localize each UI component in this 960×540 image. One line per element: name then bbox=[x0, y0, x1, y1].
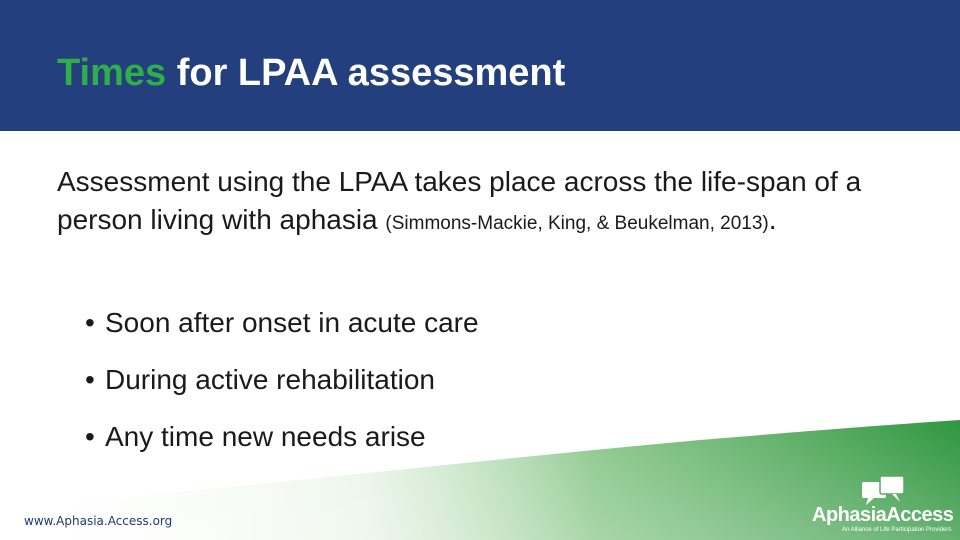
title-accent-word: Times bbox=[57, 52, 167, 94]
aphasia-access-logo bbox=[812, 474, 954, 534]
bullet-text: Any time new needs arise bbox=[105, 421, 426, 452]
logo-tagline: An Alliance of Life Participation Providers bbox=[842, 527, 952, 533]
bullet-item bbox=[85, 304, 479, 342]
intro-citation: (Simmons-Mackie, King, & Beukelman, 2013) bbox=[385, 213, 769, 234]
bullet-text: During active rehabilitation bbox=[105, 364, 435, 395]
title-bar bbox=[0, 0, 960, 131]
slide-title bbox=[57, 52, 565, 95]
intro-paragraph bbox=[57, 163, 887, 243]
logo-wordmark: AphasiaAccess bbox=[812, 504, 954, 526]
bullet-text: Soon after onset in acute care bbox=[105, 307, 479, 338]
bullet-item bbox=[85, 361, 479, 399]
bullet-glyph: • bbox=[85, 421, 95, 452]
intro-end: . bbox=[768, 204, 777, 235]
speech-bubbles-icon bbox=[860, 474, 908, 508]
intro-text: Assessment using the LPAA takes place across the life-span of a person living with aphasia bbox=[57, 166, 862, 235]
bullet-glyph: • bbox=[85, 364, 95, 395]
bullet-glyph: • bbox=[85, 307, 95, 338]
footer-website-url[interactable]: www.Aphasia.Access.org bbox=[24, 514, 173, 528]
title-rest: for LPAA assessment bbox=[166, 52, 566, 94]
